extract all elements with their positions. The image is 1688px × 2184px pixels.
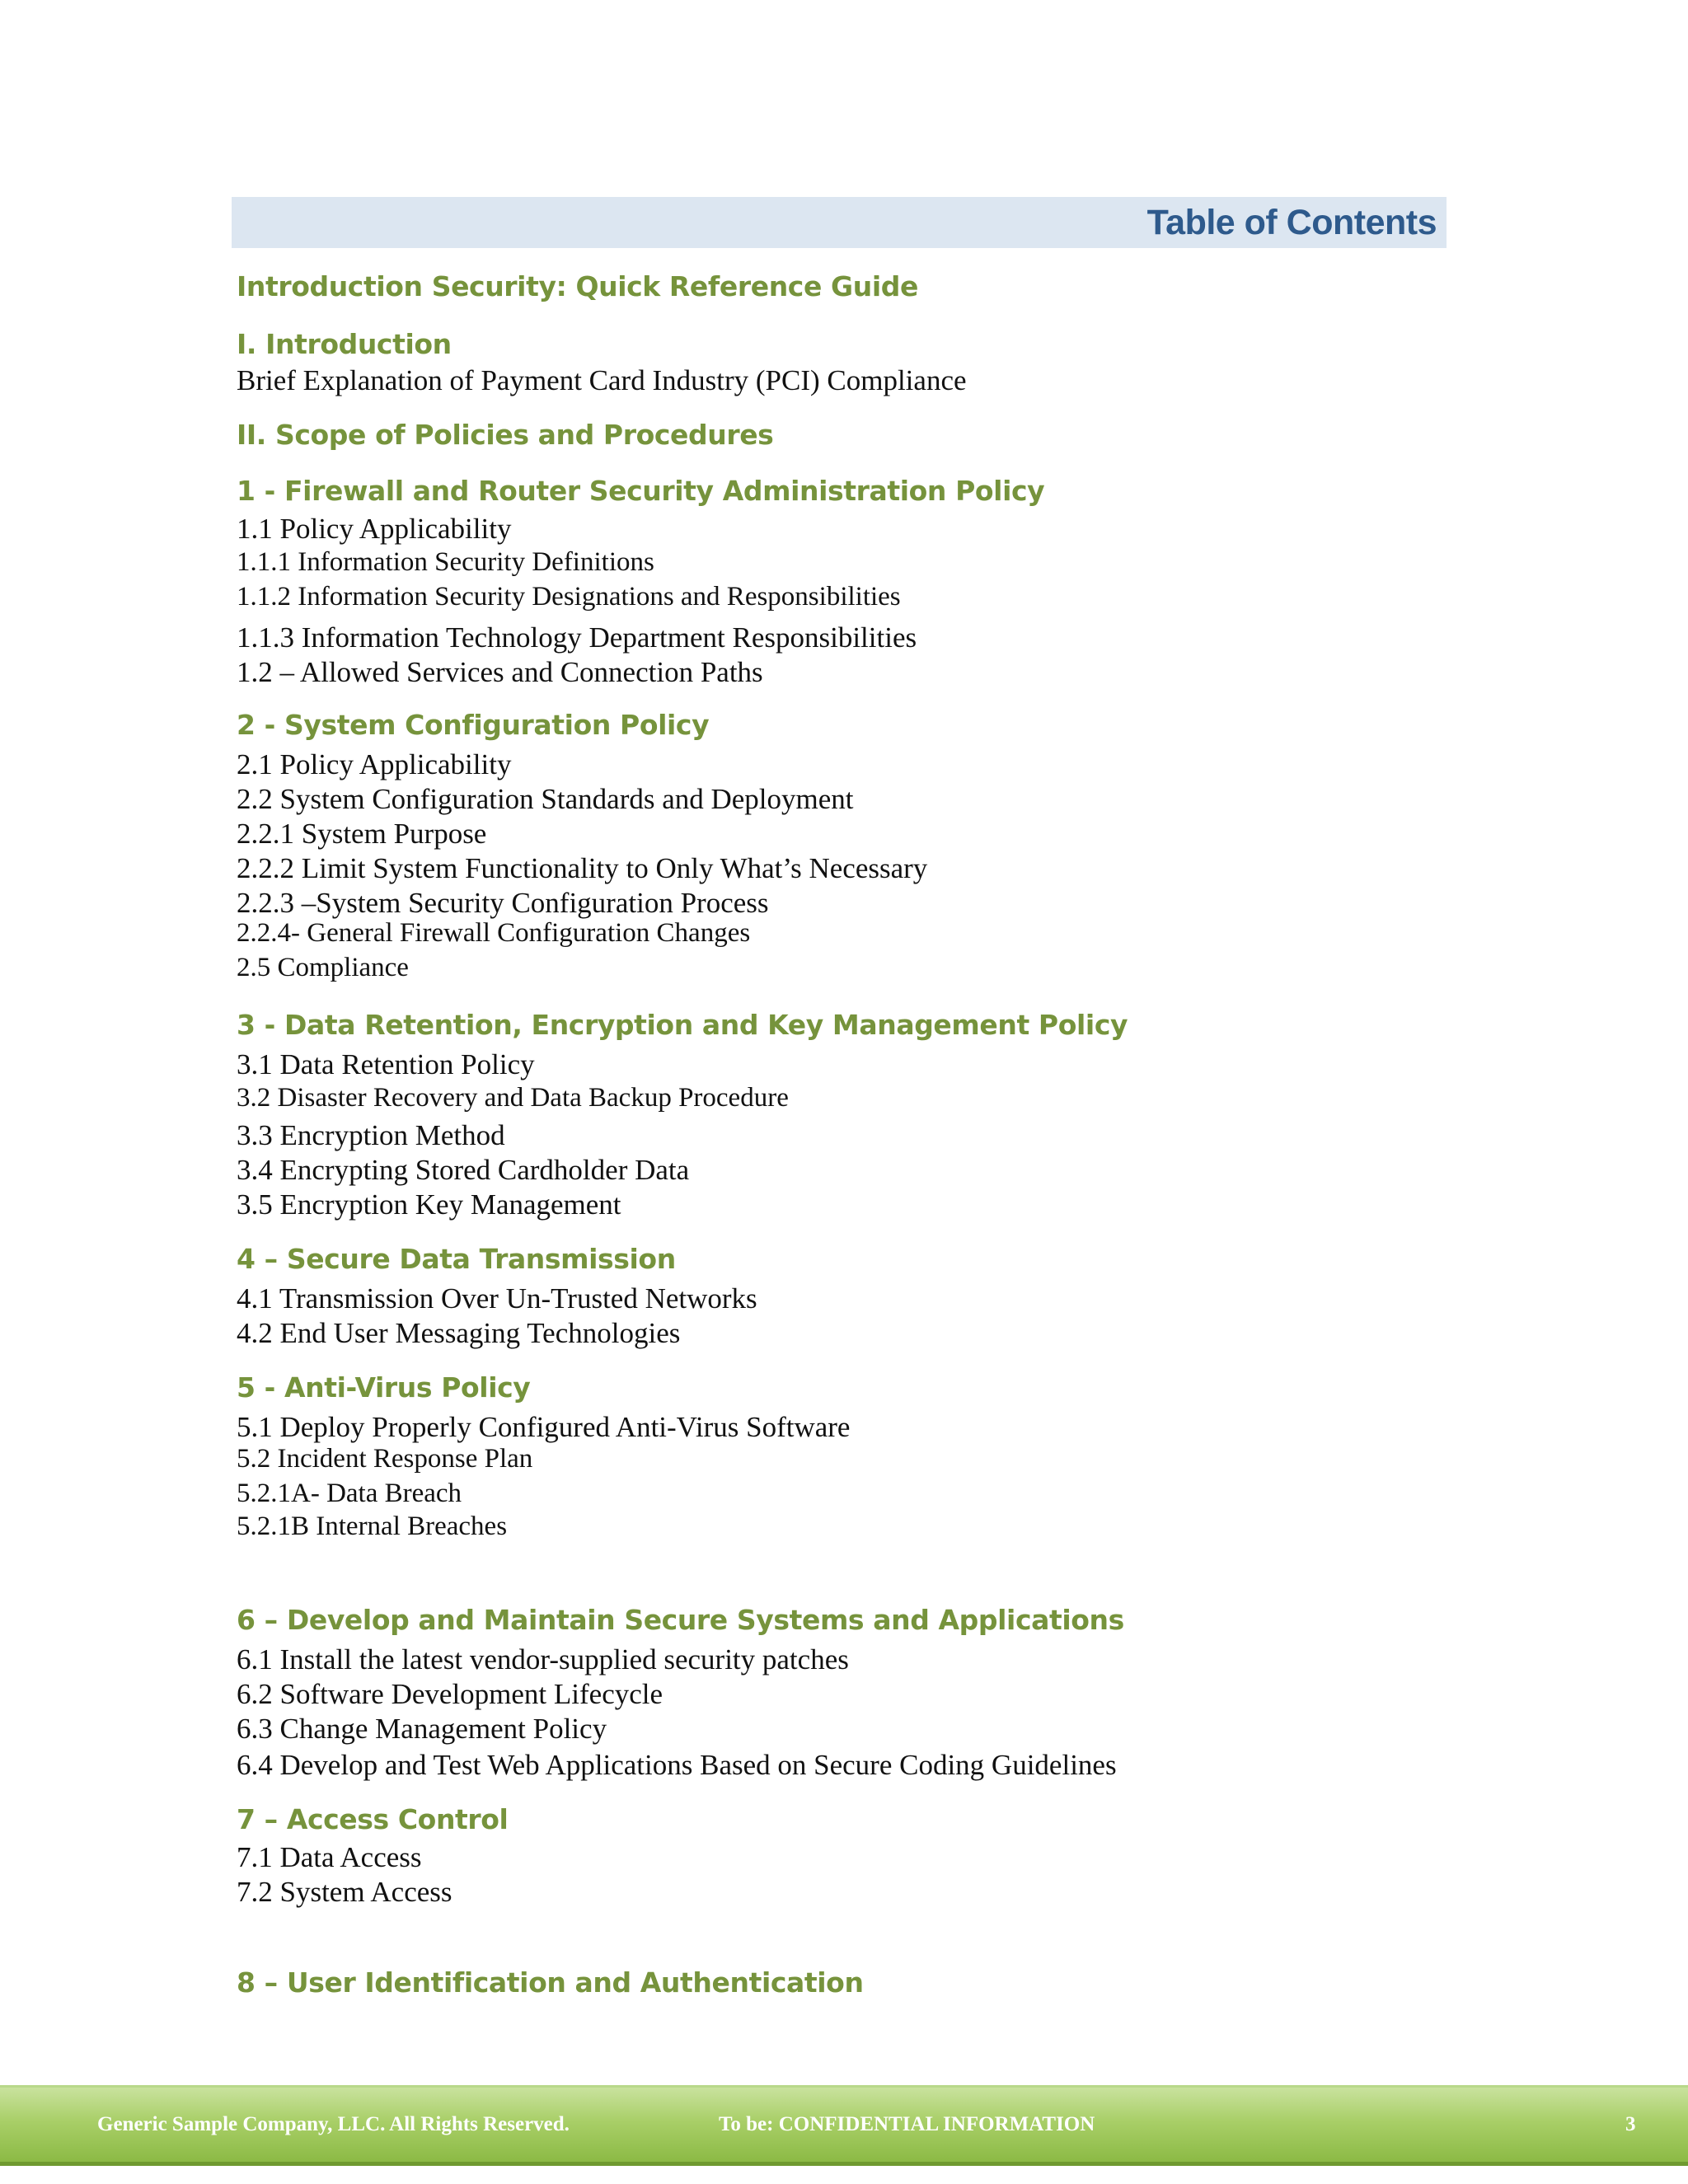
toc-entry: 3.1 Data Retention Policy bbox=[237, 1048, 535, 1080]
toc-entry: 6.1 Install the latest vendor-supplied security patches bbox=[237, 1643, 849, 1675]
footer-classification: To be: CONFIDENTIAL INFORMATION bbox=[719, 2113, 1095, 2135]
toc-entry: 2.5 Compliance bbox=[237, 953, 409, 982]
toc-section-heading: 2 - System Configuration Policy bbox=[237, 709, 710, 741]
toc-entry: 7.1 Data Access bbox=[237, 1841, 422, 1873]
toc-entry: 3.2 Disaster Recovery and Data Backup Procedure bbox=[237, 1083, 789, 1113]
toc-entry: 6.4 Develop and Test Web Applications Based on Secure Coding Guidelines bbox=[237, 1749, 1117, 1781]
footer-copyright: Generic Sample Company, LLC. All Rights Reserved. bbox=[97, 2113, 570, 2135]
toc-section-heading: Introduction Security: Quick Reference Guide bbox=[237, 270, 918, 302]
toc-entry: 2.2.1 System Purpose bbox=[237, 818, 487, 850]
footer-page-number: 3 bbox=[1625, 2113, 1636, 2135]
toc-entry: 2.2.2 Limit System Functionality to Only What’s Necessary bbox=[237, 852, 928, 884]
toc-section-heading: 7 – Access Control bbox=[237, 1803, 509, 1835]
toc-section-heading: 5 - Anti-Virus Policy bbox=[237, 1371, 531, 1404]
toc-section-heading: 8 – User Identification and Authentication bbox=[237, 1966, 864, 1999]
toc-entry: 5.2.1B Internal Breaches bbox=[237, 1511, 508, 1541]
toc-entry: 3.3 Encryption Method bbox=[237, 1119, 505, 1151]
toc-section-heading: I. Introduction bbox=[237, 328, 452, 360]
toc-entry: 6.2 Software Development Lifecycle bbox=[237, 1678, 663, 1710]
toc-entry: 1.2 – Allowed Services and Connection Paths bbox=[237, 656, 763, 688]
toc-section-heading: II. Scope of Policies and Procedures bbox=[237, 419, 774, 451]
toc-entry: 6.3 Change Management Policy bbox=[237, 1713, 607, 1745]
toc-entry: 3.5 Encryption Key Management bbox=[237, 1188, 621, 1221]
toc-entry: 5.2.1A- Data Breach bbox=[237, 1479, 462, 1508]
toc-entry: 2.2.4- General Firewall Configuration Changes bbox=[237, 918, 751, 948]
toc-section-heading: 4 – Secure Data Transmission bbox=[237, 1243, 676, 1275]
toc-entry: 4.2 End User Messaging Technologies bbox=[237, 1317, 681, 1349]
toc-section-heading: 1 - Firewall and Router Security Administration Policy bbox=[237, 475, 1045, 507]
toc-entry: 7.2 System Access bbox=[237, 1876, 452, 1908]
toc-entry: Brief Explanation of Payment Card Industry (PCI) Compliance bbox=[237, 364, 967, 396]
toc-header-band bbox=[232, 197, 1447, 248]
toc-entry: 3.4 Encrypting Stored Cardholder Data bbox=[237, 1154, 690, 1186]
toc-entry: 1.1 Policy Applicability bbox=[237, 513, 512, 545]
toc-entry: 2.2.3 –System Security Configuration Process bbox=[237, 887, 769, 919]
toc-entry: 1.1.2 Information Security Designations and Responsibilities bbox=[237, 582, 901, 612]
toc-entry: 2.2 System Configuration Standards and Deployment bbox=[237, 783, 854, 815]
toc-entry: 1.1.1 Information Security Definitions bbox=[237, 547, 654, 577]
toc-entry: 5.2 Incident Response Plan bbox=[237, 1444, 533, 1474]
toc-entry: 4.1 Transmission Over Un-Trusted Networks bbox=[237, 1282, 757, 1315]
toc-entry: 5.1 Deploy Properly Configured Anti-Virus Software bbox=[237, 1411, 851, 1443]
page-title: Table of Contents bbox=[1146, 203, 1437, 242]
toc-section-heading: 3 - Data Retention, Encryption and Key Management Policy bbox=[237, 1009, 1128, 1041]
toc-section-heading: 6 – Develop and Maintain Secure Systems and Applications bbox=[237, 1604, 1124, 1636]
toc-entry: 2.1 Policy Applicability bbox=[237, 748, 512, 780]
page-footer bbox=[0, 2085, 1688, 2166]
toc-entry: 1.1.3 Information Technology Department Responsibilities bbox=[237, 621, 917, 654]
